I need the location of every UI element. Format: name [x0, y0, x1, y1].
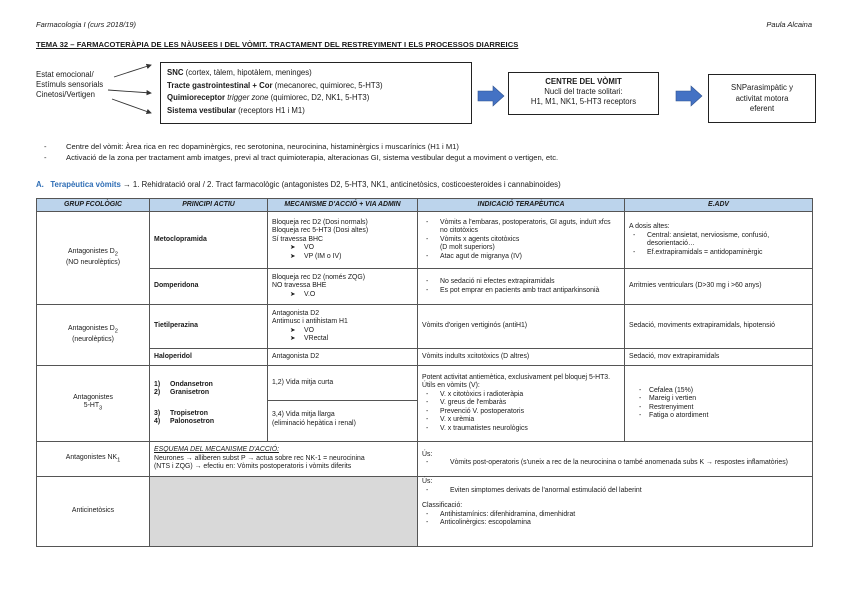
group-cell: Antagonistes $NK_1$: [37, 442, 150, 477]
parasympathetic-line: activitat motora: [735, 93, 789, 103]
vomiting-centre-line: H1, M1, NK1, 5-HT3 receptors: [530, 97, 637, 106]
col-header: GRUP FCOLÒGIC: [37, 199, 150, 212]
adverse-effects-cell: Sedació, moviments extrapiramidals, hipotensió: [625, 305, 813, 349]
mechanism-cell: Antagonista D2: [268, 349, 418, 366]
stimulus-item: Cinetosi/Vertigen: [36, 90, 95, 99]
snc-line: SNC (cortex, tàlem, hipotàlem, meninges): [167, 68, 312, 77]
table-row: [37, 269, 813, 305]
arrow-to-snc-icon: [114, 65, 151, 77]
stimulus-item: Estat emocional/: [36, 70, 94, 79]
col-header: INDICACIÓ TERAPÈUTICA: [418, 199, 625, 212]
mechanism-cell: Bloqueja rec D2 (Dosi normals) Bloqueja rec 5-HT3 (Dosi altes) Sí travessa BHC ➤ VO ➤ VP (IM o IV): [268, 212, 418, 269]
doc-header-course: Farmacologia I (curs 2018/19): [36, 20, 137, 29]
table-row: [37, 212, 813, 269]
parasympathetic-line: SNParasimpàtic y: [731, 83, 793, 92]
drug-name: Metoclopramida: [150, 212, 268, 269]
note-item: - Activació de la zona per tractament amb imatges, previ al tract quimioterapia, alteracionas GI, sistema vestibular degut a moviment o vertigen, etc.: [36, 152, 558, 163]
ctz-line: Quimioreceptor trigger zone (quimiorec, D2, NK1, 5-HT3): [167, 93, 370, 102]
indication-cell: Ús: - Vòmits post-operatoris (s'uneix a rec de la neurocinina o també anomenada subs K → respostes inflamatòries): [418, 442, 813, 477]
group-cell: Anticinetòsics: [37, 477, 150, 547]
vomiting-centre-box: [508, 72, 659, 115]
indication-cell: Vòmits d'origen vertiginós (antiH1): [418, 305, 625, 349]
block-arrow-icon: [676, 86, 702, 106]
vestibular-line: Sistema vestibular (receptors H1 i M1): [167, 105, 305, 115]
table-row: [37, 366, 813, 442]
drug-name: Tietilperazina: [150, 305, 268, 349]
drug-table: [36, 198, 813, 547]
section-label: Terapèutica vòmits: [50, 180, 121, 189]
adverse-effects-cell: A dosis altes: - Central: ansietat, nerviosisme, confusió, desorientació… - Ef.extrapiramidals = antidopaminèrgic: [625, 212, 813, 269]
group-cell: Antagonistes $D_2$ (NO neurolèptics): [37, 212, 150, 305]
block-arrow-icon: [478, 86, 504, 106]
mechanism-cell: ESQUEMA DEL MECANISME D'ACCIÓ: Neurones → alliberen subst P → actua sobre rec NK-1 = neurocinina (NTS i ZQG) → efectiu en: Vòmits postoperatoris i vòmits diferits: [150, 442, 418, 477]
arrow-to-snc-icon: [112, 99, 151, 113]
vomiting-centre-title: CENTRE DEL VÒMIT: [545, 77, 622, 86]
indication-cell: - Vòmits a l'embaras, postoperatoris, GI aguts, induït xfcs no citotòxics - Vòmits x agents citotòxics (D molt superiors) - Atac agut de migranya (IV): [418, 212, 625, 269]
arrow-to-snc-icon: [108, 90, 151, 93]
group-cell: Antagonistes $5-HT_3$: [37, 366, 150, 442]
parasympathetic-box: [708, 74, 816, 123]
stimulus-item: Estímuls sensorials: [36, 80, 104, 89]
table-row: [37, 442, 813, 477]
adverse-effects-cell: Arritmies ventriculars (D>30 mg i >60 anys): [625, 269, 813, 305]
table-row: [37, 477, 813, 547]
mechanism-cell: Bloqueja rec D2 (només ZQG) NO travessa BHE ➤ V.O: [268, 269, 418, 305]
empty-cell: [150, 477, 418, 547]
table-header-row: [37, 199, 813, 212]
adverse-effects-cell: Sedació, mov extrapiramidals: [625, 349, 813, 366]
col-header: MECANISME D'ACCIÓ + VIA ADMIN: [268, 199, 418, 212]
mechanism-cell: 1,2) Vida mitja curta 3,4) Vida mitja llarga (eliminació hepàtica i renal): [268, 366, 418, 442]
col-header: E.ADV: [625, 199, 813, 212]
group-cell: Antagonistes $D_2$ (neurolèptics): [37, 305, 150, 366]
note-item: - Centre del vòmit: Àrea rica en rec dopaminèrgics, rec serotonina, neurocinina, histaminèrgics i muscarínics (H1 i M1): [36, 141, 558, 152]
mechanism-cell: Antagonista D2 Antimusc i antihistam H1 ➤ VO ➤ VRectal: [268, 305, 418, 349]
gi-line: Tracte gastrointestinal + Cor (mecanorec, quimiorec, 5-HT3): [167, 80, 383, 90]
notes-list: [36, 141, 558, 163]
parasympathetic-line: eferent: [749, 104, 775, 113]
section-heading: [36, 180, 561, 189]
section-letter: A.: [36, 180, 44, 189]
drug-name: Haloperidol: [150, 349, 268, 366]
table-row: [37, 305, 813, 349]
table-row: [37, 349, 813, 366]
col-header: PRINCIPI ACTIU: [150, 199, 268, 212]
page-title: TEMA 32 – FARMACOTERÀPIA DE LES NÀUSEES I DEL VÒMIT. TRACTAMENT DEL RESTREYIMENT I ELS PROCESSOS DIARREICS: [36, 40, 519, 49]
drug-name: Domperidona: [150, 269, 268, 305]
adverse-effects-cell: - Cefalea (15%) - Mareig i vertien - Restrenyiment - Fatiga o atordiment: [625, 366, 813, 442]
indication-cell: Ús: - Eviten simptomes derivats de l'anormal estimulació del laberint Classificació: - Antihistamínics: difenhidramina, dimenhidrat - Anticolinèrgics: escopolamina: [418, 477, 813, 547]
receptor-sources-box: [160, 62, 472, 124]
indication-cell: Vòmits induïts xcitotòxics (D altres): [418, 349, 625, 366]
vomiting-centre-line: Nucli del tracte solitari:: [544, 87, 623, 96]
indication-cell: - No sedació ni efectes extrapiramidals - Es pot emprar en pacients amb tract antiparkinsonià: [418, 269, 625, 305]
doc-header-author: Paula Alcaina: [766, 20, 812, 29]
indication-cell: Potent activitat antiemètica, exclusivament pel bloquej 5-HT3. Útils en vòmits (V): - V. x citotòxics i radioteràpia - V. greus de l'embaràs - Prevenció V. postoperatoris - V. x urèmia - V. x traumatistes neurològics: [418, 366, 625, 442]
drug-name-list: 1) Ondansetron 2) Granisetron 3) Tropisetron 4) Palonosetron: [150, 366, 268, 442]
section-text: → 1. Rehidratació oral / 2. Tract farmacològic (antagonistes D2, 5-HT3, NK1, anticinetòsics, costicoesteroides i cannabinoides): [120, 180, 561, 189]
